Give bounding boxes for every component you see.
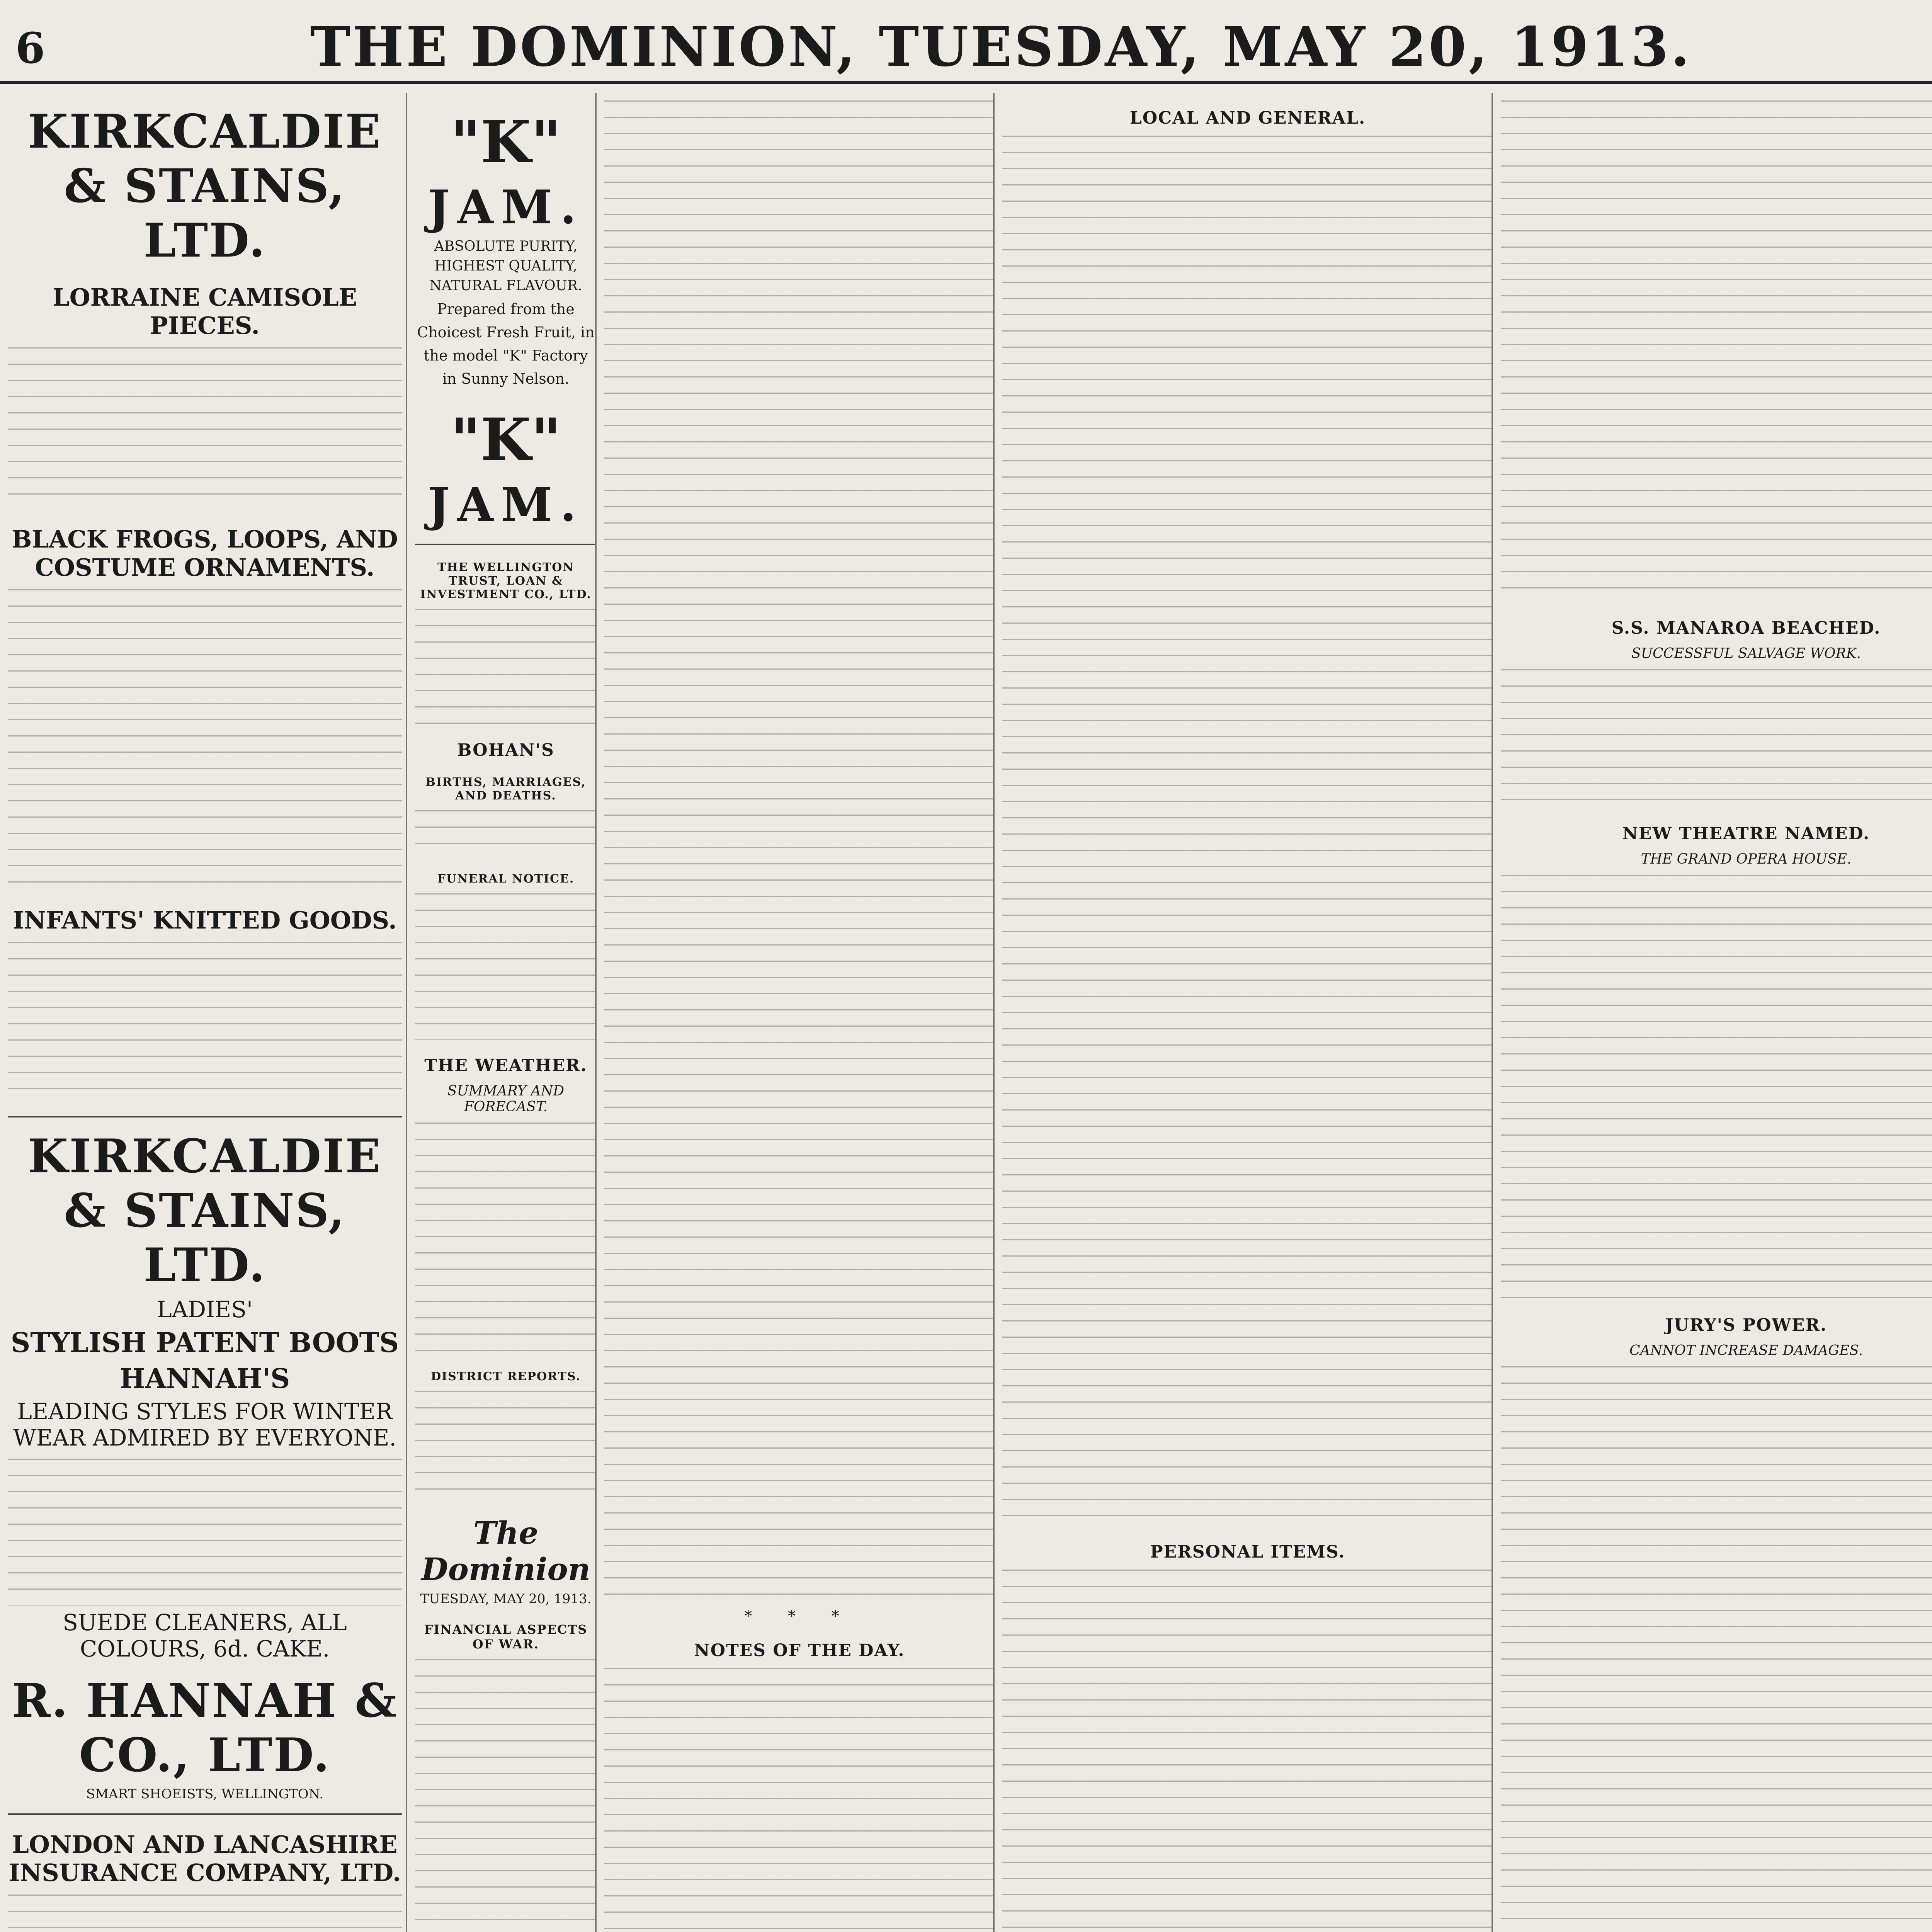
leading-styles: LEADING STYLES FOR WINTER WEAR ADMIRED BY EVERYONE. (13, 1398, 396, 1451)
page-number: 6 (15, 23, 45, 73)
grand-sub: THE GRAND OPERA HOUSE. (1641, 851, 1852, 867)
masthead (0, 0, 1932, 84)
births-heading: BIRTHS, MARRIAGES, AND DEATHS. (425, 776, 586, 803)
weather-heading: THE WEATHER. (424, 1056, 587, 1075)
store-name-2: KIRKCALDIE & STAINS, LTD. (28, 1129, 382, 1293)
ad-heading-frogs: BLACK FROGS, LOOPS, AND COSTUME ORNAMENTS. (12, 525, 398, 582)
salvage-sub: SUCCESSFUL SALVAGE WORK. (1631, 646, 1861, 662)
ladies-label: LADIES' (157, 1296, 253, 1323)
insurance-heading: LONDON AND LANCASHIRE INSURANCE COMPANY, LTD. (9, 1830, 401, 1887)
k-brand-2: "K" (450, 406, 561, 474)
prepared-line: Prepared from the Choicest Fresh Fruit, in the model "K" Factory in Sunny Nelson. (417, 301, 595, 387)
k-brand: "K" (450, 108, 561, 176)
column-news (1492, 93, 1932, 1932)
newspaper-title: THE DOMINION, TUESDAY, MAY 20, 1913. (310, 15, 1692, 79)
ad-heading-infants: INFANTS' KNITTED GOODS. (13, 906, 397, 934)
jam-label: JAM. (427, 180, 584, 235)
ad-heading-camisole: LORRAINE CAMISOLE PIECES. (53, 283, 357, 340)
purity-line: ABSOLUTE PURITY, (434, 238, 578, 254)
flavour-line: NATURAL FLAVOUR. (429, 278, 582, 294)
hannah-company: R. HANNAH & CO., LTD. (12, 1673, 398, 1782)
damages-sub: CANNOT INCREASE DAMAGES. (1629, 1343, 1863, 1359)
jam-label-2: JAM. (427, 478, 584, 532)
hannah-sub: SMART SHOEISTS, WELLINGTON. (86, 1786, 324, 1802)
local-heading: LOCAL AND GENERAL. (1129, 108, 1366, 128)
trust-heading: THE WELLINGTON TRUST, LOAN & INVESTMENT CO., LTD. (420, 561, 592, 601)
column-local (993, 93, 1493, 1932)
editorial-date: TUESDAY, MAY 20, 1913. (420, 1591, 592, 1607)
theatre-heading: NEW THEATRE NAMED. (1622, 824, 1870, 844)
column-editorial: * * * NOTES OF THE DAY. (595, 93, 995, 1932)
column-notices (406, 93, 597, 1932)
column-ads-left (8, 93, 402, 1932)
store-name: KIRKCALDIE & STAINS, LTD. (28, 104, 382, 268)
notes-heading: NOTES OF THE DAY. (694, 1641, 905, 1660)
bohan-heading: BOHAN'S (457, 740, 554, 760)
weather-sub: SUMMARY AND FORECAST. (447, 1083, 565, 1115)
jury-heading: JURY'S POWER. (1665, 1315, 1827, 1335)
quality-line: HIGHEST QUALITY, (434, 258, 577, 274)
nameplate: The Dominion (421, 1515, 590, 1587)
financial-heading: FINANCIAL ASPECTS OF WAR. (424, 1622, 588, 1651)
district-heading: DISTRICT REPORTS. (431, 1370, 581, 1383)
personal-heading: PERSONAL ITEMS. (1150, 1542, 1345, 1562)
hannahs-heading: HANNAH'S (119, 1362, 290, 1395)
manaroa-heading: S.S. MANAROA BEACHED. (1611, 618, 1881, 638)
boots-heading: STYLISH PATENT BOOTS (10, 1327, 399, 1359)
suede-line: SUEDE CLEANERS, ALL COLOURS, 6d. CAKE. (63, 1609, 347, 1662)
funeral-heading: FUNERAL NOTICE. (437, 872, 575, 886)
